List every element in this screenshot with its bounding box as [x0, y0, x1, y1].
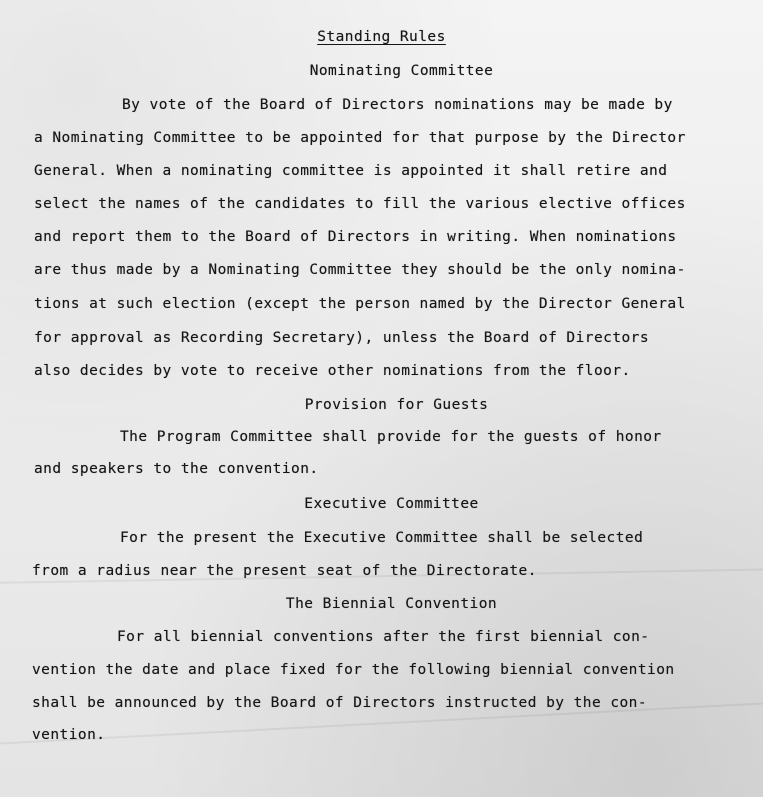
- paragraph-line: and speakers to the convention.: [34, 461, 319, 477]
- paragraph-line: also decides by vote to receive other nominations from the floor.: [34, 363, 631, 379]
- paragraph-line: For all biennial conventions after the first biennial con-: [117, 629, 650, 645]
- paragraph-line: tions at such election (except the person named by the Director General: [34, 296, 686, 312]
- paragraph-line: By vote of the Board of Directors nominations may be made by: [122, 97, 673, 113]
- paragraph-line: are thus made by a Nominating Committee they should be the only nomina-: [34, 262, 686, 278]
- paragraph-line: select the names of the candidates to fill the various elective offices: [34, 196, 686, 212]
- paragraph-line: For the present the Executive Committee shall be selected: [120, 530, 644, 546]
- paragraph-line: General. When a nominating committee is appointed it shall retire and: [34, 163, 668, 179]
- paragraph-line: The Program Committee shall provide for the guests of honor: [120, 429, 662, 445]
- section-heading-nominating-committee: Nominating Committee: [309, 63, 494, 79]
- document-title: Standing Rules: [317, 29, 446, 45]
- paragraph-line: for approval as Recording Secretary), unless the Board of Directors: [34, 330, 650, 346]
- section-heading-executive-committee: Executive Committee: [304, 496, 479, 512]
- section-heading-provision-for-guests: Provision for Guests: [304, 397, 489, 413]
- section-heading-biennial-convention: The Biennial Convention: [285, 596, 498, 612]
- paragraph-line: shall be announced by the Board of Directors instructed by the con-: [32, 695, 648, 711]
- paragraph-line: vention.: [32, 727, 106, 743]
- paragraph-line: and report them to the Board of Directors in writing. When nominations: [34, 229, 677, 245]
- paragraph-line: a Nominating Committee to be appointed for that purpose by the Director: [34, 130, 686, 146]
- paragraph-line: vention the date and place fixed for the following biennial convention: [32, 662, 675, 678]
- paragraph-line: from a radius near the present seat of the Directorate.: [32, 563, 537, 579]
